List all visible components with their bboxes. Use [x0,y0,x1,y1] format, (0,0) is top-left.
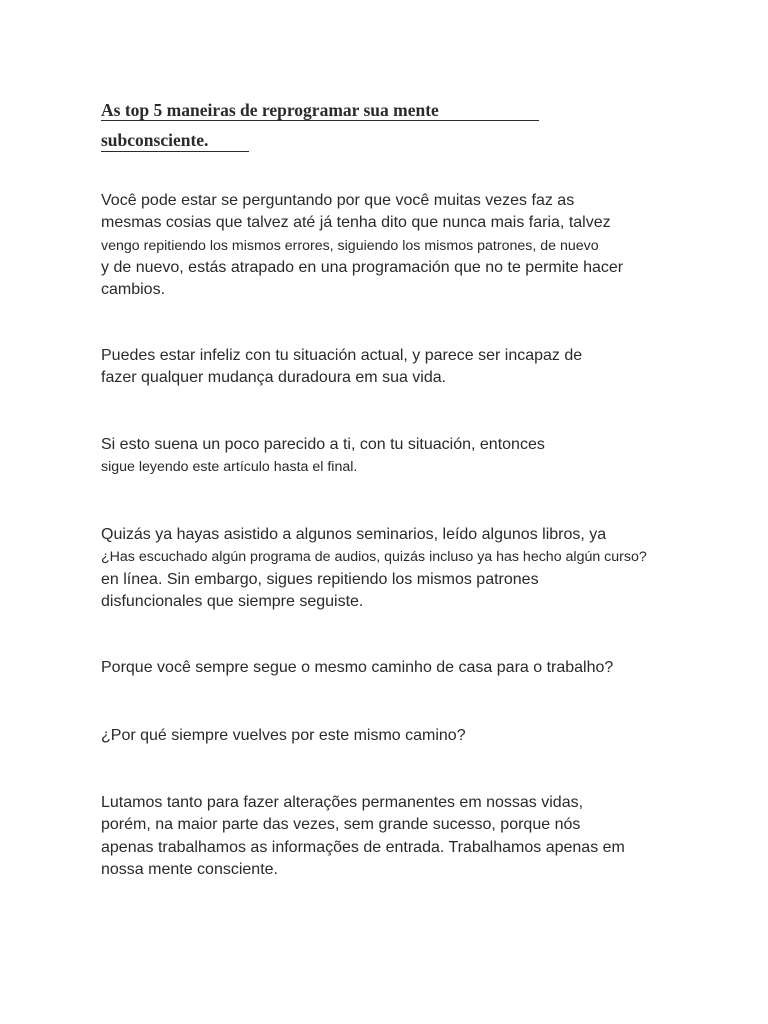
paragraph-line: nossa mente consciente. [101,860,278,878]
paragraph-line: cambios. [101,281,166,299]
paragraph-line: ¿Has escuchado algún programa de audios, quizás incluso ya has hecho algún curso? [101,549,647,566]
paragraph-5 [101,657,701,679]
title-line-1: As top 5 maneiras de reprogramar sua mente [101,100,539,121]
paragraph-line: Quizás ya hayas asistido a algunos seminarios, leído algunos libros, ya [101,526,607,543]
paragraph-line: sigue leyendo este artículo hasta el final. [101,459,358,476]
paragraph-7 [101,792,701,881]
paragraph-line: mesmas cosias que talvez até já tenha dito que nunca mais faria, talvez [101,214,611,232]
paragraph-line: en línea. Sin embargo, sigues repitiendo los mismos patrones [101,570,539,588]
paragraph-line: Puedes estar infeliz con tu situación actual, y parece ser incapaz de [101,347,583,364]
paragraph-line: porém, na maior parte das vezes, sem grande sucesso, porque nós [101,816,581,834]
document-title [101,96,561,155]
paragraph-6 [101,725,701,747]
paragraph-4 [101,524,701,613]
paragraph-line: y de nuevo, estás atrapado en una programación que no te permite hacer [101,258,624,276]
paragraph-line: disfuncionales que siempre seguiste. [101,592,364,610]
paragraph-line: Porque você sempre segue o mesmo caminho de casa para o trabalho? [101,659,614,676]
paragraph-2 [101,345,701,390]
paragraph-3 [101,434,701,479]
paragraph-1 [101,190,701,301]
title-line-2: subconsciente. [101,129,249,152]
paragraph-line: Lutamos tanto para fazer alterações permanentes em nossas vidas, [101,794,584,811]
paragraph-line: vengo repitiendo los mismos errores, siguiendo los mismos patrones, de nuevo [101,237,599,254]
paragraph-line: apenas trabalhamos as informações de entrada. Trabalhamos apenas em [101,838,625,856]
paragraph-line: ¿Por qué siempre vuelves por este mismo camino? [101,727,466,744]
paragraph-line: Você pode estar se perguntando por que você muitas vezes faz as [101,192,575,209]
paragraph-line: Si esto suena un poco parecido a ti, con tu situación, entonces [101,436,545,453]
paragraph-line: fazer qualquer mudança duradoura em sua vida. [101,369,447,387]
